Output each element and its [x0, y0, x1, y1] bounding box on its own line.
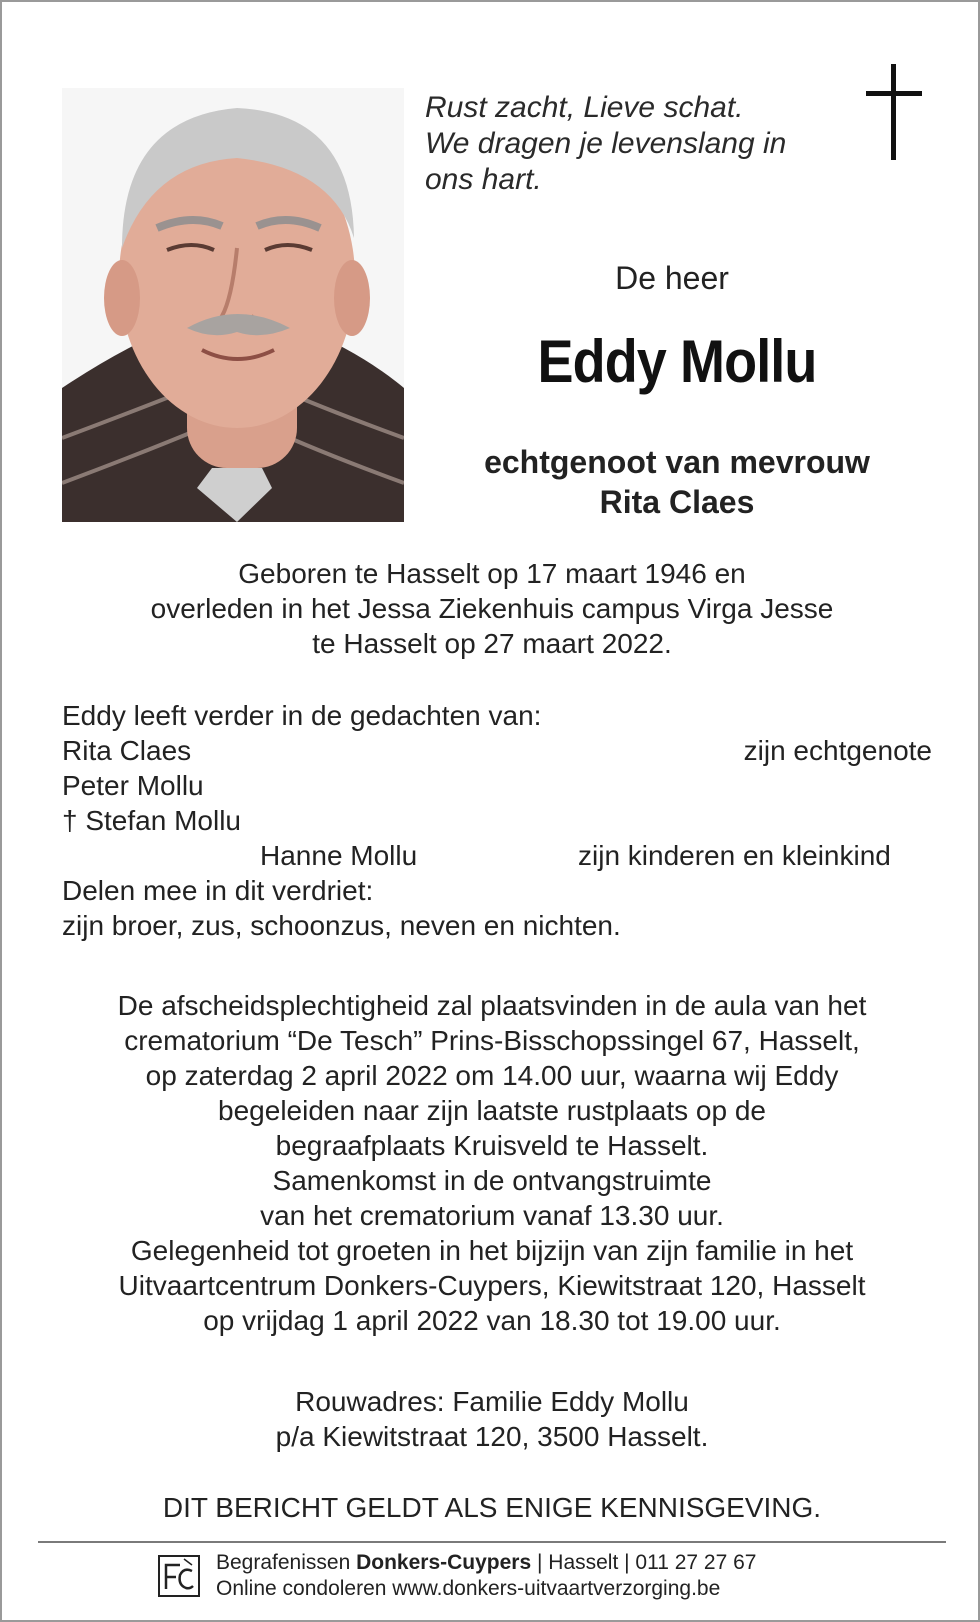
- family-share: Delen mee in dit verdriet:: [62, 875, 374, 906]
- quote: [425, 90, 825, 198]
- cross-icon: [866, 64, 922, 160]
- family-role: zijn kinderen en kleinkind: [578, 840, 891, 871]
- ceremony-line: van het crematorium vanaf 13.30 uur.: [260, 1200, 724, 1231]
- footer-line-1: [216, 1550, 856, 1576]
- salutation: De heer: [615, 260, 729, 296]
- funeral-home-logo-icon: [158, 1555, 200, 1597]
- family-member: Hanne Mollu: [260, 840, 418, 871]
- birth-line: te Hasselt op 27 maart 2022.: [312, 628, 672, 659]
- ceremony-line: op vrijdag 1 april 2022 van 18.30 tot 19.00 uur.: [203, 1305, 781, 1336]
- spouse-info: [432, 442, 922, 522]
- family-row: [62, 733, 932, 768]
- quote-line: We dragen je levenslang in: [425, 127, 787, 160]
- footer: [216, 1550, 856, 1602]
- family-member: Peter Mollu: [62, 770, 204, 801]
- spouse-line: echtgenoot van mevrouw: [484, 444, 870, 480]
- ceremony-line: begeleiden naar zijn laatste rustplaats op de: [218, 1095, 766, 1126]
- address-line: p/a Kiewitstraat 120, 3500 Hasselt.: [275, 1421, 709, 1452]
- quote-line: Rust zacht, Lieve schat.: [425, 91, 744, 124]
- footer-prefix: Begrafenissen: [216, 1551, 357, 1574]
- ceremony-line: Samenkomst in de ontvangstruimte: [272, 1165, 712, 1196]
- portrait-illustration: [62, 88, 404, 522]
- quote-line: ons hart.: [425, 163, 542, 196]
- spouse-name: Rita Claes: [599, 484, 755, 520]
- ceremony-line: crematorium “De Tesch” Prins-Bisschopssingel 67, Hasselt,: [124, 1025, 860, 1056]
- birth-line: Geboren te Hasselt op 17 maart 1946 en: [238, 558, 746, 589]
- deceased-name: Eddy Mollu: [537, 328, 817, 395]
- notice: DIT BERICHT GELDT ALS ENIGE KENNISGEVING.: [162, 1492, 822, 1523]
- ceremony-line: Uitvaartcentrum Donkers-Cuypers, Kiewitstraat 120, Hasselt: [118, 1270, 866, 1301]
- birth-line: overleden in het Jessa Ziekenhuis campus Virga Jesse: [150, 593, 834, 624]
- footer-company: Donkers-Cuypers: [356, 1551, 532, 1574]
- family-member: Rita Claes: [62, 735, 192, 766]
- family-intro: Eddy leeft verder in de gedachten van:: [62, 700, 542, 731]
- divider: [38, 1541, 946, 1543]
- family-role: zijn echtgenote: [743, 735, 932, 766]
- family-row: [62, 838, 932, 873]
- family-list: [62, 698, 932, 943]
- ceremony-line: begraafplaats Kruisveld te Hasselt.: [275, 1130, 709, 1161]
- portrait-photo: [62, 88, 404, 522]
- family-member: † Stefan Mollu: [62, 805, 241, 836]
- mourning-address: [42, 1384, 942, 1454]
- family-others: zijn broer, zus, schoonzus, neven en nichten.: [62, 910, 621, 941]
- ceremony-line: De afscheidsplechtigheid zal plaatsvinden in de aula van het: [117, 990, 867, 1021]
- footer-line-2: Online condoleren www.donkers-uitvaartverzorging.be: [216, 1577, 721, 1600]
- ceremony-info: [32, 988, 952, 1338]
- birth-death-info: [42, 556, 942, 661]
- ceremony-line: Gelegenheid tot groeten in het bijzijn van zijn familie in het: [130, 1235, 854, 1266]
- footer-suffix: | Hasselt | 011 27 27 67: [531, 1551, 757, 1574]
- address-line: Rouwadres: Familie Eddy Mollu: [295, 1386, 689, 1417]
- ceremony-line: op zaterdag 2 april 2022 om 14.00 uur, waarna wij Eddy: [145, 1060, 839, 1091]
